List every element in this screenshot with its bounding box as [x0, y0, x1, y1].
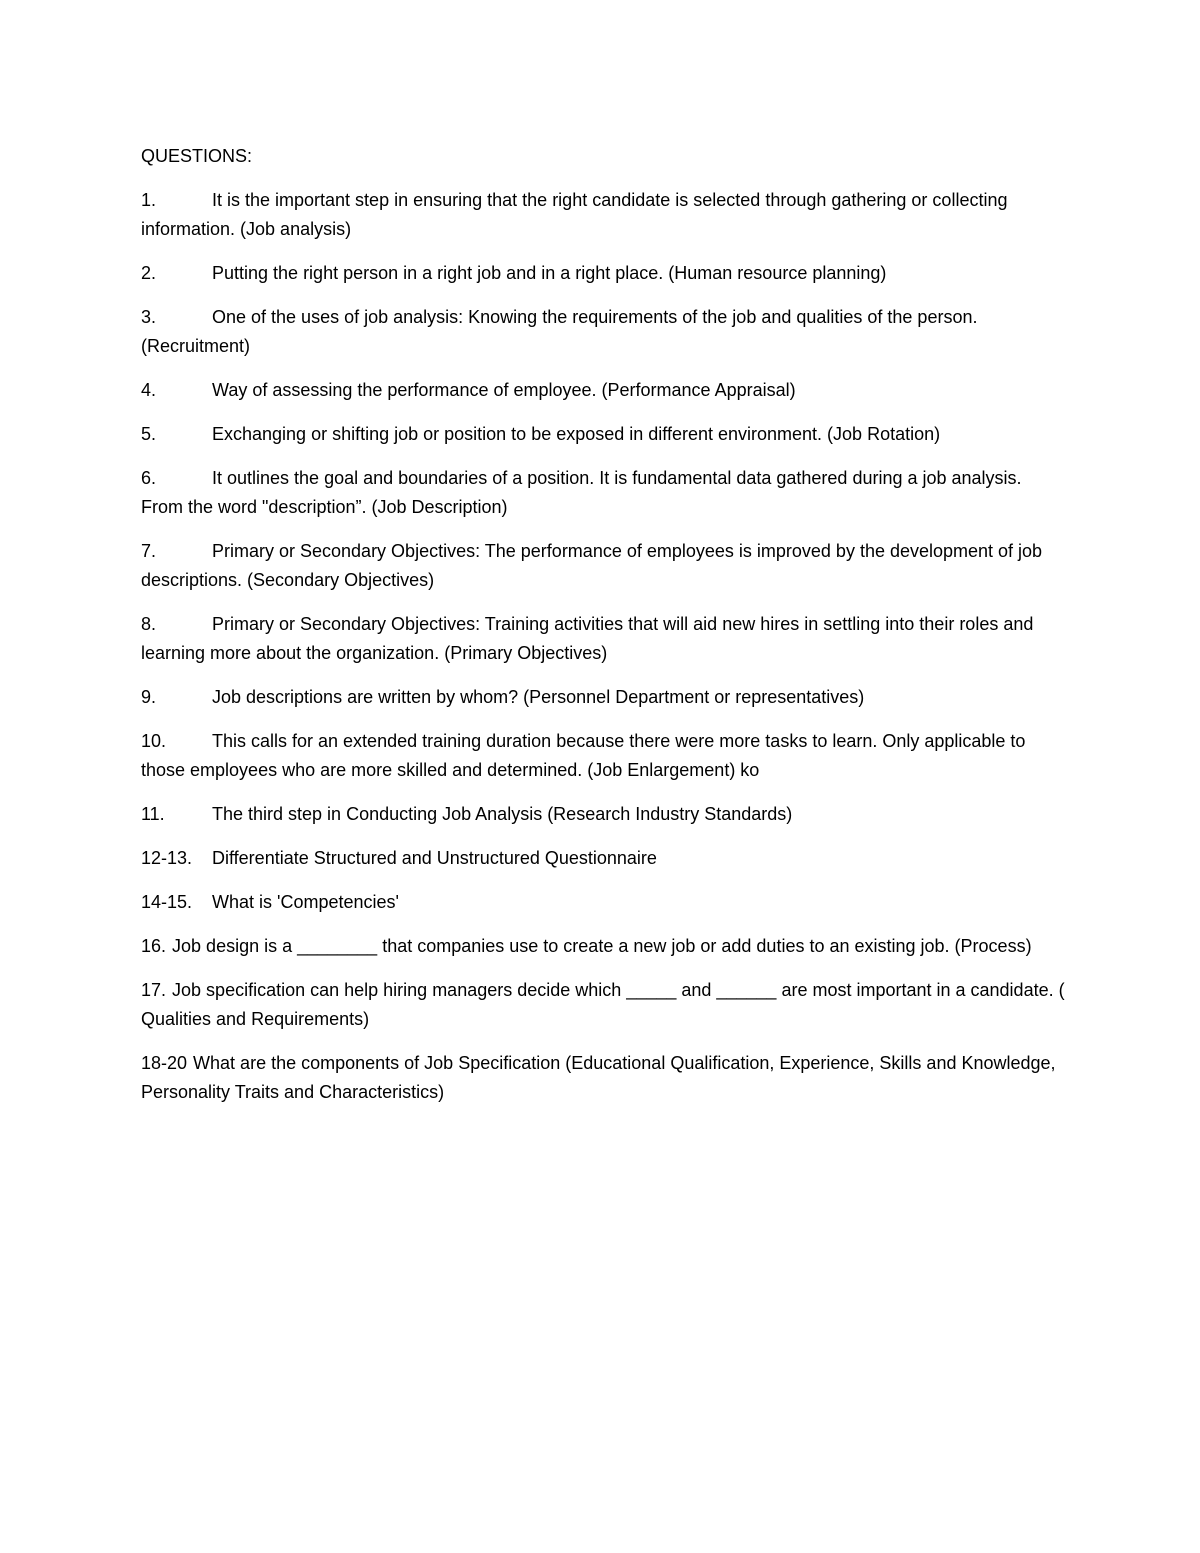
question-text: Differentiate Structured and Unstructured Questionnaire [212, 848, 657, 868]
question-item-17 [141, 976, 1066, 1034]
question-text: Job specification can help hiring managers decide which _____ and ______ are most important in a candidate. ( Qualities and Requirements) [141, 980, 1065, 1029]
question-item-16 [141, 932, 1066, 961]
question-item-11 [141, 800, 1066, 829]
question-number: 3. [141, 307, 157, 327]
question-number: 11. [141, 804, 165, 824]
question-number: 17. [141, 980, 167, 1000]
question-text: Way of assessing the performance of employee. (Performance Appraisal) [212, 380, 796, 400]
question-number: 18-20 [141, 1053, 188, 1073]
question-text: Putting the right person in a right job and in a right place. (Human resource planning) [212, 263, 887, 283]
question-item-8 [141, 610, 1066, 668]
question-text: It outlines the goal and boundaries of a position. It is fundamental data gathered during a job analysis. From the word "description”. (Job Description) [141, 468, 1022, 517]
question-text: What are the components of Job Specification (Educational Qualification, Experience, Skills and Knowledge, Personality Traits and Characteristics) [141, 1053, 1056, 1102]
question-text: Primary or Secondary Objectives: The performance of employees is improved by the development of job descriptions. (Secondary Objectives) [141, 541, 1043, 590]
question-number: 14-15. [141, 892, 193, 912]
question-item-1 [141, 186, 1066, 244]
question-text: What is 'Competencies' [212, 892, 399, 912]
question-text: Primary or Secondary Objectives: Training activities that will aid new hires in settling into their roles and learning more about the organization. (Primary Objectives) [141, 614, 1034, 663]
question-text: Exchanging or shifting job or position to be exposed in different environment. (Job Rotation) [212, 424, 941, 444]
question-text: This calls for an extended training duration because there were more tasks to learn. Only applicable to those employees who are more skilled and determined. (Job Enlargement) ko [141, 731, 1026, 780]
question-text: Job design is a ________ that companies use to create a new job or add duties to an existing job. (Process) [172, 936, 1032, 956]
question-number: 4. [141, 380, 157, 400]
question-text: It is the important step in ensuring that the right candidate is selected through gathering or collecting information. (Job analysis) [141, 190, 1008, 239]
question-number: 2. [141, 263, 157, 283]
question-text: One of the uses of job analysis: Knowing the requirements of the job and qualities of the person. (Recruitment) [141, 307, 978, 356]
question-item-12-13 [141, 844, 1066, 873]
question-item-14-15 [141, 888, 1066, 917]
question-item-4 [141, 376, 1066, 405]
question-number: 1. [141, 190, 157, 210]
questions-heading: QUESTIONS: [141, 146, 253, 166]
question-item-6 [141, 464, 1066, 522]
question-item-10 [141, 727, 1066, 785]
question-item-2 [141, 259, 1066, 288]
question-number: 7. [141, 541, 157, 561]
question-number: 10. [141, 731, 167, 751]
question-number: 16. [141, 936, 167, 956]
question-number: 12-13. [141, 848, 193, 868]
question-number: 6. [141, 468, 157, 488]
question-number: 8. [141, 614, 157, 634]
question-text: Job descriptions are written by whom? (Personnel Department or representatives) [212, 687, 865, 707]
question-item-5 [141, 420, 1066, 449]
question-number: 9. [141, 687, 157, 707]
document-body [141, 142, 1066, 1122]
question-text: The third step in Conducting Job Analysis (Research Industry Standards) [212, 804, 793, 824]
question-item-18-20 [141, 1049, 1066, 1107]
question-item-9 [141, 683, 1066, 712]
question-number: 5. [141, 424, 157, 444]
question-item-3 [141, 303, 1066, 361]
question-item-7 [141, 537, 1066, 595]
